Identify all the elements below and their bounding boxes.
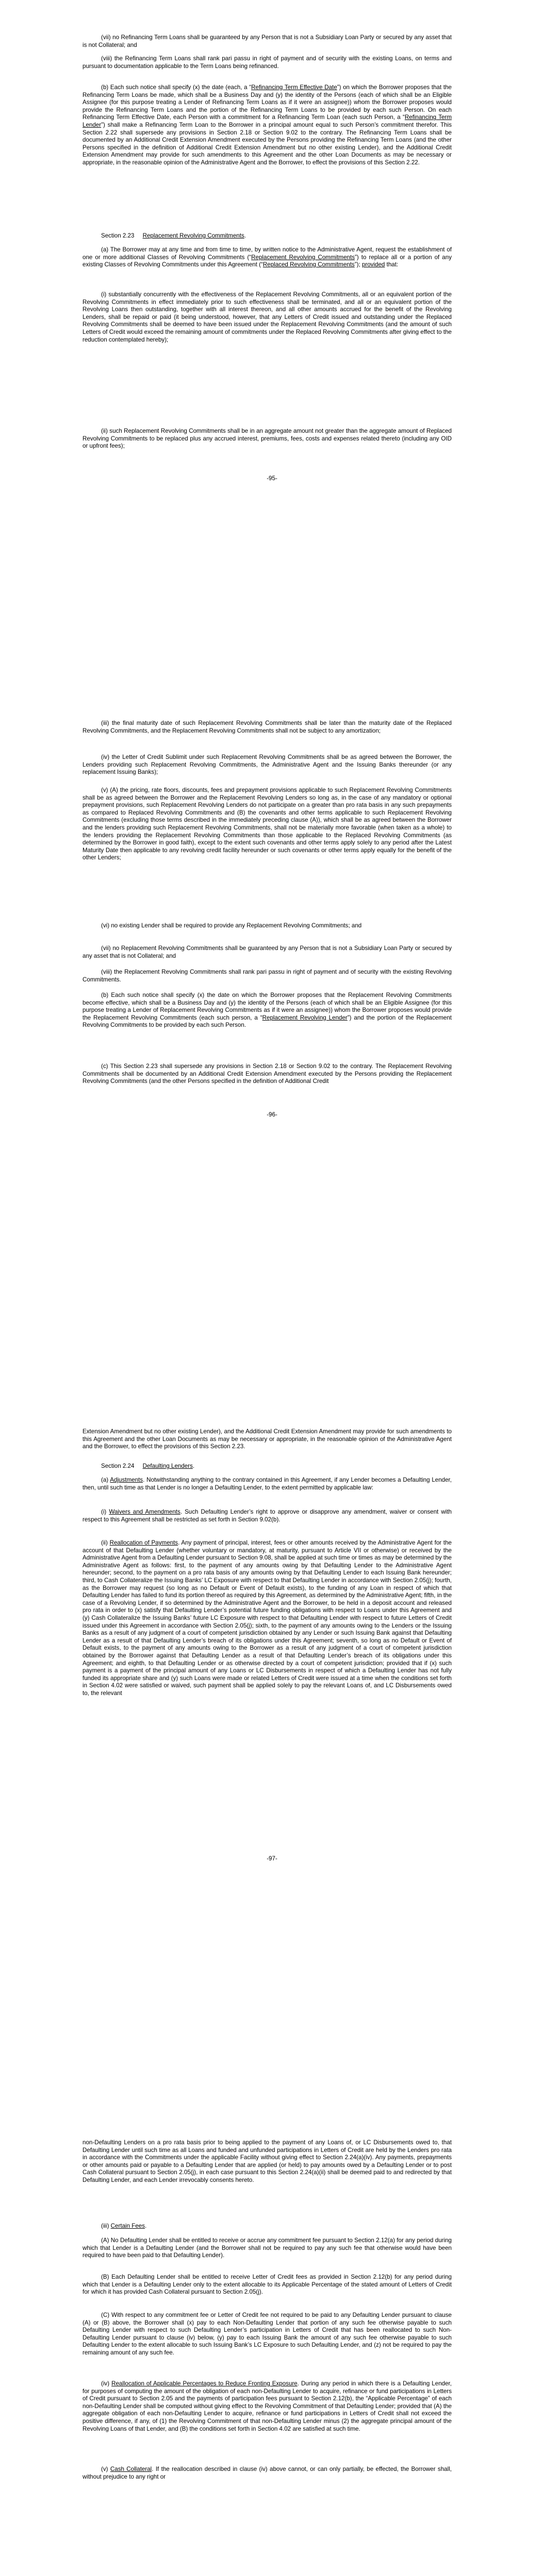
clause-iv [83, 2380, 452, 2433]
term-reallocation-of-applicable-percentages: Reallocation of Applicable Percentages to Reduce Fronting Exposure [111, 2380, 298, 2387]
page-number: -96- [267, 1111, 277, 1118]
clause-b-text-2: ”) on which the Borrower proposes that the Refinancing Term Loans be made, which shall be a Business Day and (y) the identity of the Persons (each of which shall be an Eligible Assignee (for this purpose treating a Lender of Refinancing Term Loans as if it were an assignee)) whom the Borrower proposes would provide the Refinancing Term Loans and the portion of the Refinancing Term Loans to be provided by each such Person. On each Refinancing Term Effective Date, each Person with a commitment for a Refinancing Term Loan (each such Person, a “ [83, 84, 452, 121]
page-97 [0, 1406, 544, 2110]
clause-iii: (iii) the final maturity date of such Replacement Revolving Commitments shall be later than the maturity date of the Replaced Revolving Commitments, and the Replacement Revolving Commitments shall not be subject to any amortization; [83, 720, 452, 734]
clause-iii-text: . [145, 2223, 147, 2229]
page-98 [0, 2110, 544, 2576]
clause-viii: (viii) the Replacement Revolving Commitments shall rank pari passu in right of payment and of security with the existing Revolving Commitments. [83, 969, 452, 983]
clause-ii [83, 1539, 452, 1697]
clause-v-lead: (v) [101, 2466, 110, 2472]
term-refinancing-term-effective-date: Refinancing Term Effective Date [251, 84, 337, 91]
clause-iv: (iv) the Letter of Credit Sublimit under such Replacement Revolving Commitments shall be as agreed between the Borrower, the Lenders providing such Replacement Revolving Commitments, the Administrative Agent and the Issuing Banks thereunder (or any replacement Issuing Banks); [83, 754, 452, 776]
term-provided: provided [361, 261, 385, 268]
clause-b [83, 992, 452, 1029]
clause-i-lead: (i) [101, 1509, 109, 1515]
clause-a-text-2: ”) to replace all or a portion of any existing Classes of Revolving Commitments under this Agreement (“ [83, 253, 452, 268]
term-certain-fees: Certain Fees [110, 2223, 145, 2229]
clause-a [83, 246, 452, 269]
clause-v: (v) (A) the pricing, rate floors, discounts, fees and prepayment provisions applicable to such Replacement Revolving Commitments shall be as agreed between the Borrower and the Replacement Revolving Lenders so long as, in the case of any mandatory or optional prepayment provisions, such Replacement Revolving Lenders do not participate on a greater than pro rata basis in any such prepayments as compared to Replaced Revolving Commitments and (B) the covenants and other terms applicable to such Replacement Revolving Commitments (excluding those terms described in the immediately preceding clause (A)), which shall be as agreed between the Borrower and the lenders providing such Replacement Revolving Commitments, shall not be materially more favorable (when taken as a whole) to the lenders providing the Replacement Revolving Commitments than those applicable to the Replaced Revolving Commitments (as determined by the Borrower in good faith), except to the extent such covenants and other terms apply solely to any period after the Latest Maturity Date then applicable to any revolving credit facility hereunder or such covenants or other terms apply equally for the benefit of the other Lenders; [83, 787, 452, 861]
clause-ii-text: . Any payment of principal, interest, fees or other amounts received by the Administrative Agent for the account of that Defaulting Lender (whether voluntary or mandatory, at maturity, pursuant to Article VII or otherwise) or received by the Administrative Agent from a Defaulting Lender pursuant to Section 9.08, shall be applied at such time or times as may be determined by the Administrative Agent as follows: first, to the payment of any amounts owing by that Defaulting Lender to the Administrative Agent hereunder; second, to the payment on a pro rata basis of any amounts owing by that Defaulting Lender to each Issuing Bank hereunder; third, to Cash Collateralize the Issuing Banks’ LC Exposure with respect to that Defaulting Lender in accordance with Section 2.05(j); fourth, as the Borrower may request (so long as no Default or Event of Default exists), to the funding of any Loan in respect of which that Defaulting Lender has failed to fund its portion thereof as required by this Agreement, as determined by the Administrative Agent; fifth, in the case of a Revolving Lender, if so determined by the Administrative Agent and the Borrower, to be held in a deposit account and released pro rata in order to (x) satisfy that Defaulting Lender’s potential future funding obligations with respect to Loans under this Agreement and (y) Cash Collateralize the Issuing Banks’ future LC Exposure with respect to that Defaulting Lender with respect to future Letters of Credit issued under this Agreement in accordance with Section 2.05(j); sixth, to the payment of any amounts owing to the Lenders or the Issuing Banks as a result of any judgment of a court of competent jurisdiction obtained by any Lender or such Issuing Bank against that Defaulting Lender as a result of that Defaulting Lender’s breach of its obligations under this Agreement; seventh, so long as no Default or Event of Default exists, to the payment of any amounts owing to the Borrower as a result of any judgment of a court of competent jurisdiction obtained by the Borrower against that Defaulting Lender as a result of that Defaulting Lender’s breach of its obligations under this Agreement; and eighth, to that Defaulting Lender or as otherwise directed by a court of competent jurisdiction; provided that if (x) such payment is a payment of the principal amount of any Loans or LC Disbursements in respect of which a Defaulting Lender has not fully funded its appropriate share and (y) such Loans were made or related Letters of Credit were issued at a time when the conditions set forth in Section 4.02 were satisfied or waived, such payment shall be applied solely to pay the relevant Loans of, and LC Disbursements owed to, the relevant [83, 1539, 452, 1697]
clause-a-text-3: ”); [354, 261, 362, 268]
clause-a [83, 1477, 452, 1492]
clause-iii-lead: (iii) [101, 2223, 111, 2229]
section-title: Defaulting Lenders [142, 1463, 193, 1469]
clause-ii: (ii) such Replacement Revolving Commitments shall be in an aggregate amount not greater than the aggregate amount of Replaced Revolving Commitments to be replaced plus any accrued interest, premiums, fees, costs and expenses related thereto (including any OID or upfront fees); [83, 428, 452, 450]
clause-a-lead: (a) [101, 1477, 110, 1483]
clause-b-text-3: ”) shall make a Refinancing Term Loan to the Borrower in a principal amount equal to such Person’s commitment therefor. This Section 2.22 shall supersede any provisions in Section 2.18 or Section 9.02 to the contrary. The Refinancing Term Loans shall be documented by an Additional Credit Extension Amendment executed by the Persons providing the Refinancing Term Loans (and the other Persons specified in the definition of Additional Credit Extension Amendment but no other existing Lender), and the Additional Credit Extension Amendment may provide for such amendments to this Agreement and the other Loan Documents as may be necessary or appropriate, in the reasonable opinion of the Administrative Agent and the Borrower, to effect the provisions of this Section 2.22. [83, 121, 452, 166]
clause-v [83, 2466, 452, 2481]
clause-i-text: . Such Defaulting Lender’s right to approve or disapprove any amendment, waiver or consent with respect to this Agreement shall be restricted as set forth in Section 9.02(b). [83, 1509, 452, 1523]
term-reallocation-of-payments: Reallocation of Payments [109, 1539, 178, 1546]
clause-b-text-1: (b) Each such notice shall specify (x) the date on which the Borrower proposes that the Replacement Revolving Commitments become effective, which shall be a Business Day and (y) the identity of the Persons (each of which shall be an Eligible Assignee (for this purpose treating a Lender of Replacement Revolving Commitments as if it were an assignee)) whom the Borrower proposes would provide the Replacement Revolving Commitments (each such person, a “ [83, 992, 452, 1021]
term-adjustments: Adjustments [110, 1477, 143, 1483]
term-waivers-and-amendments: Waivers and Amendments [109, 1509, 180, 1515]
clause-i [83, 1509, 452, 1523]
term-replaced-revolving-commitments: Replaced Revolving Commitments [262, 261, 355, 268]
page-number: -95- [267, 475, 277, 482]
section-number: Section 2.23 [101, 232, 135, 239]
clause-c: (c) This Section 2.23 shall supersede any provisions in Section 2.18 or Section 9.02 to the contrary. The Replacement Revolving Commitments shall be documented by an Additional Credit Extension Amendment executed by the Persons providing the Replacement Revolving Commitments (and the other Persons specified in the definition of Additional Credit [83, 1063, 452, 1085]
clause-b-text-2: ”) and the portion of the Replacement Revolving Commitments to be provided by each such Person. [83, 1014, 452, 1029]
clause-vii: (vii) no Replacement Revolving Commitments shall be guaranteed by any Person that is not a Subsidiary Loan Party or secured by any asset that is not Collateral; and [83, 945, 452, 959]
clause-B: (B) Each Defaulting Lender shall be entitled to receive Letter of Credit fees as provided in Section 2.12(b) for any period during which that Lender is a Defaulting Lender only to the extent allocable to its Applicable Percentage of the stated amount of Letters of Credit for which it has provided Cash Collateral pursuant to Section 2.05(j). [83, 2274, 452, 2296]
clause-a-text-1: (a) The Borrower may at any time and from time to time, by written notice to the Administrative Agent, request the establishment of one or more additional Classes of Revolving Commitments (“ [83, 246, 452, 261]
clause-v-text: . If the reallocation described in clause (iv) above cannot, or can only partially, be effected, the Borrower shall, without prejudice to any right or [83, 2466, 452, 2480]
clause-ii-lead: (ii) [101, 1539, 110, 1546]
clause-iv-text: . During any period in which there is a Defaulting Lender, for purposes of computing the amount of the obligation of each non-Defaulting Lender to acquire, refinance or fund participations in Letters of Credit pursuant to Section 2.05 and the payments of participation fees pursuant to Section 2.12(b), the “Applicable Percentage” of each non-Defaulting Lender shall be computed without giving effect to the Revolving Commitment of that Defaulting Lender; provided that (A) the aggregate obligation of each non-Defaulting Lender to acquire, refinance or fund participations in Letters of Credit shall not exceed the positive difference, if any, of (1) the Revolving Commitment of that non-Defaulting Lender minus (2) the aggregate principal amount of the Revolving Loans of that Lender, and (B) the conditions set forth in Section 4.02 are satisfied at such time. [83, 2380, 452, 2432]
clause-C: (C) With respect to any commitment fee or Letter of Credit fee not required to be paid to any Defaulting Lender pursuant to clause (A) or (B) above, the Borrower shall (x) pay to each Non-Defaulting Lender that portion of any such fee otherwise payable to such Defaulting Lender with respect to such Defaulting Lender’s participation in Letters of Credit that has been reallocated to such Non-Defaulting Lender pursuant to clause (iv) below, (y) pay to each Issuing Bank the amount of any such fee otherwise payable to such Defaulting Lender to the extent allocable to such Issuing Bank’s LC Exposure to such Defaulting Lender, and (z) not be required to pay the remaining amount of any such fee. [83, 2312, 452, 2356]
term-replacement-revolving-lender: Replacement Revolving Lender [262, 1014, 348, 1021]
clause-a-text: . Notwithstanding anything to the contrary contained in this Agreement, if any Lender becomes a Defaulting Lender, then, until such time as that Lender is no longer a Defaulting Lender, to the extent permitted by applicable law: [83, 1477, 452, 1491]
clause-a-text-4: that: [385, 261, 399, 268]
clause-iii [83, 2223, 452, 2230]
section-heading: Section 2.24 Defaulting Lenders. [101, 1463, 195, 1469]
section-number: Section 2.24 [101, 1463, 135, 1469]
term-cash-collateral: Cash Collateral [110, 2466, 152, 2472]
clause-i: (i) substantially concurrently with the effectiveness of the Replacement Revolving Commitments, all or an equivalent portion of the Revolving Commitments in effect immediately prior to such effectiveness shall be terminated, and all or an equivalent portion of the Revolving Loans then outstanding, together with all interest thereon, and all other amounts accrued for the benefit of the Revolving Lenders, shall be repaid or paid (it being understood, however, that any Letters of Credit issued and outstanding under the Replaced Revolving Commitments shall be deemed to have been issued under the Replacement Revolving Commitments (and the amount of such Letters of Credit would exceed the remaining amount of commitments under the Replaced Revolving Commitments after giving effect to the reduction contemplated hereby); [83, 291, 452, 343]
page-number: -97- [267, 1855, 277, 1862]
term-replacement-revolving-commitments: Replacement Revolving Commitments [251, 253, 355, 261]
clause-A: (A) No Defaulting Lender shall be entitled to receive or accrue any commitment fee pursuant to Section 2.12(a) for any period during which that Lender is a Defaulting Lender (and the Borrower shall not be required to pay any such fee that otherwise would have been required to have been paid to that Defaulting Lender). [83, 2237, 452, 2259]
clause-b-text-1: (b) Each such notice shall specify (x) the date (each, a “ [101, 84, 252, 91]
page-96 [0, 703, 544, 1406]
clause-vi: (vi) no existing Lender shall be required to provide any Replacement Revolving Commitments; and [101, 922, 362, 929]
clause-vii: (vii) no Refinancing Term Loans shall be guaranteed by any Person that is not a Subsidiary Loan Party or secured by any asset that is not Collateral; and [83, 34, 452, 48]
clause-b [83, 84, 452, 167]
section-title: Replacement Revolving Commitments [142, 232, 244, 239]
continuation-paragraph: non-Defaulting Lenders on a pro rata basis prior to being applied to the payment of any Loans of, or LC Disbursements owed to, that Defaulting Lender until such time as all Loans and funded and unfunded participations in Letters of Credit are held by the Lenders pro rata in accordance with the Commitments under the applicable Facility without giving effect to Section 2.24(a)(iv). Any payments, prepayments or other amounts paid or payable to a Defaulting Lender that are applied (or held) to pay amounts owed by a Defaulting Lender or to post Cash Collateral pursuant to Section 2.05(j), in each case pursuant to this Section 2.24(a)(ii) shall be deemed paid to and redirected by that Defaulting Lender, and each Lender irrevocably consents hereto. [83, 2139, 452, 2183]
term-refinancing-term-lender: Refinancing Term Lender [83, 114, 452, 128]
clause-iv-lead: (iv) [101, 2380, 112, 2387]
continuation-paragraph: Extension Amendment but no other existing Lender), and the Additional Credit Extension Amendment may provide for such amendments to this Agreement and the other Loan Documents as may be necessary or appropriate, in the reasonable opinion of the Administrative Agent and the Borrower, to effect the provisions of this Section 2.23. [83, 1428, 452, 1450]
section-heading: Section 2.23 Replacement Revolving Commitments. [101, 232, 246, 239]
clause-viii: (viii) the Refinancing Term Loans shall rank pari passu in right of payment and of security with the existing Loans, on terms and pursuant to documentation applicable to the Term Loans being refinanced. [83, 55, 452, 70]
page-95 [0, 0, 544, 703]
